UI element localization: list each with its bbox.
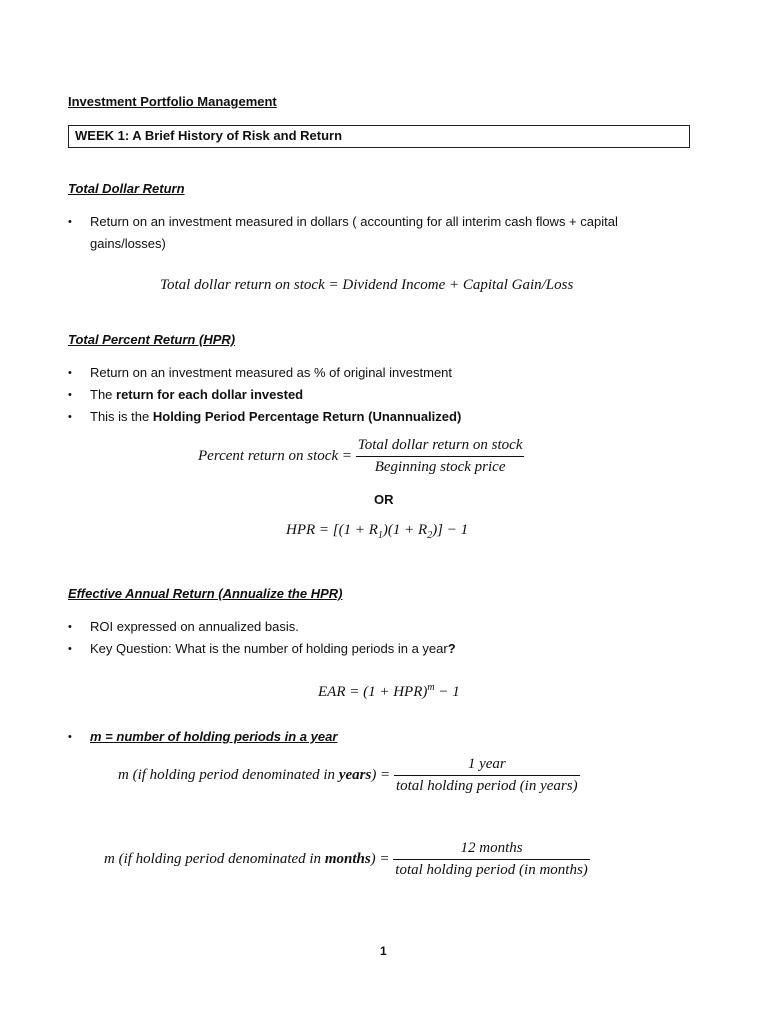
ear-lhs: EAR = (1 + HPR) [318, 684, 428, 700]
bullet-dot: • [68, 367, 72, 379]
hpr-sub-1: 1 [377, 530, 383, 541]
ear-bullets [68, 616, 678, 660]
total-dollar-formula [160, 277, 573, 294]
ear-formula [318, 682, 460, 701]
m-definition-text: m = number of holding periods in a year [90, 729, 338, 744]
bullet-dot: • [68, 411, 72, 423]
bullet-dot: • [68, 731, 72, 743]
total-dollar-bullets [68, 211, 678, 255]
formula-lhs: Total dollar return on stock = [160, 277, 339, 293]
fraction-denominator: Beginning stock price [356, 456, 525, 476]
ear-end: − 1 [434, 684, 460, 700]
ear-heading: Effective Annual Return (Annualize the HPR) [68, 586, 343, 601]
total-dollar-return-heading: Total Dollar Return [68, 181, 185, 196]
formula-rhs: Dividend Income + Capital Gain/Loss [342, 277, 574, 293]
hpr-end: )] − 1 [432, 522, 469, 538]
page-number: 1 [380, 944, 387, 958]
m-months-close: ) = [370, 851, 390, 867]
total-percent-bullets [68, 362, 678, 428]
bullet-text: The [90, 387, 117, 402]
fraction-denominator: total holding period (in months) [393, 859, 590, 879]
m-months-fraction [393, 840, 590, 879]
m-years-close: ) = [371, 767, 391, 783]
bullet-dot: • [68, 643, 72, 655]
bullet-dot: • [68, 389, 72, 401]
bullet-dot: • [68, 216, 72, 228]
fraction-numerator: 1 year [467, 756, 506, 772]
bullet-text: Key Question: What is the number of holding periods in a year [90, 641, 448, 656]
hpr-mid: )(1 + R [382, 522, 428, 538]
hpr-formula [286, 522, 468, 541]
m-years-lhs-text: m (if holding period denominated in [118, 767, 339, 783]
m-months-bold: months [324, 851, 371, 867]
list-item [68, 616, 678, 638]
m-definition-bullets [68, 726, 678, 748]
m-months-lhs [104, 851, 390, 867]
week-heading: WEEK 1: A Brief History of Risk and Return [75, 128, 343, 143]
list-item [68, 406, 678, 428]
hpr-lhs: HPR = [(1 + R [286, 522, 378, 538]
formula-fraction [356, 437, 525, 476]
m-months-lhs-text: m (if holding period denominated in [104, 851, 325, 867]
formula-lhs: Percent return on stock = [198, 448, 352, 464]
bullet-text: Return on an investment measured as % of original investment [90, 365, 453, 380]
bullet-text: This is the [90, 409, 153, 424]
bullet-bold-text: ? [447, 641, 456, 656]
bullet-bold-text: Holding Period Percentage Return (Unannualized) [152, 409, 462, 424]
list-item [68, 638, 678, 660]
m-years-formula [118, 756, 580, 795]
list-item [68, 211, 678, 255]
hpr-sub-2: 2 [427, 530, 433, 541]
or-separator: OR [374, 492, 394, 507]
m-years-fraction [394, 756, 580, 795]
bullet-text: ROI expressed on annualized basis. [90, 619, 299, 634]
fraction-denominator: total holding period (in years) [394, 775, 580, 795]
bullet-text: Return on an investment measured in dollars ( accounting for all interim cash flows + capital [90, 214, 618, 229]
m-months-formula [104, 840, 590, 879]
fraction-numerator: 12 months [460, 840, 523, 856]
ear-exponent: m [427, 682, 435, 693]
bullet-bold-text: return for each dollar invested [116, 387, 304, 402]
fraction-numerator: Total dollar return on stock [357, 437, 523, 453]
m-years-bold: years [338, 767, 372, 783]
total-percent-return-heading: Total Percent Return (HPR) [68, 332, 236, 347]
bullet-dot: • [68, 621, 72, 633]
list-item [68, 726, 678, 748]
bullet-text-continued: gains/losses) [90, 236, 166, 251]
week-heading-box [68, 125, 690, 148]
list-item [68, 362, 678, 384]
document-title: Investment Portfolio Management [68, 94, 277, 109]
list-item [68, 384, 678, 406]
percent-return-formula [198, 437, 524, 476]
m-years-lhs [118, 767, 390, 783]
